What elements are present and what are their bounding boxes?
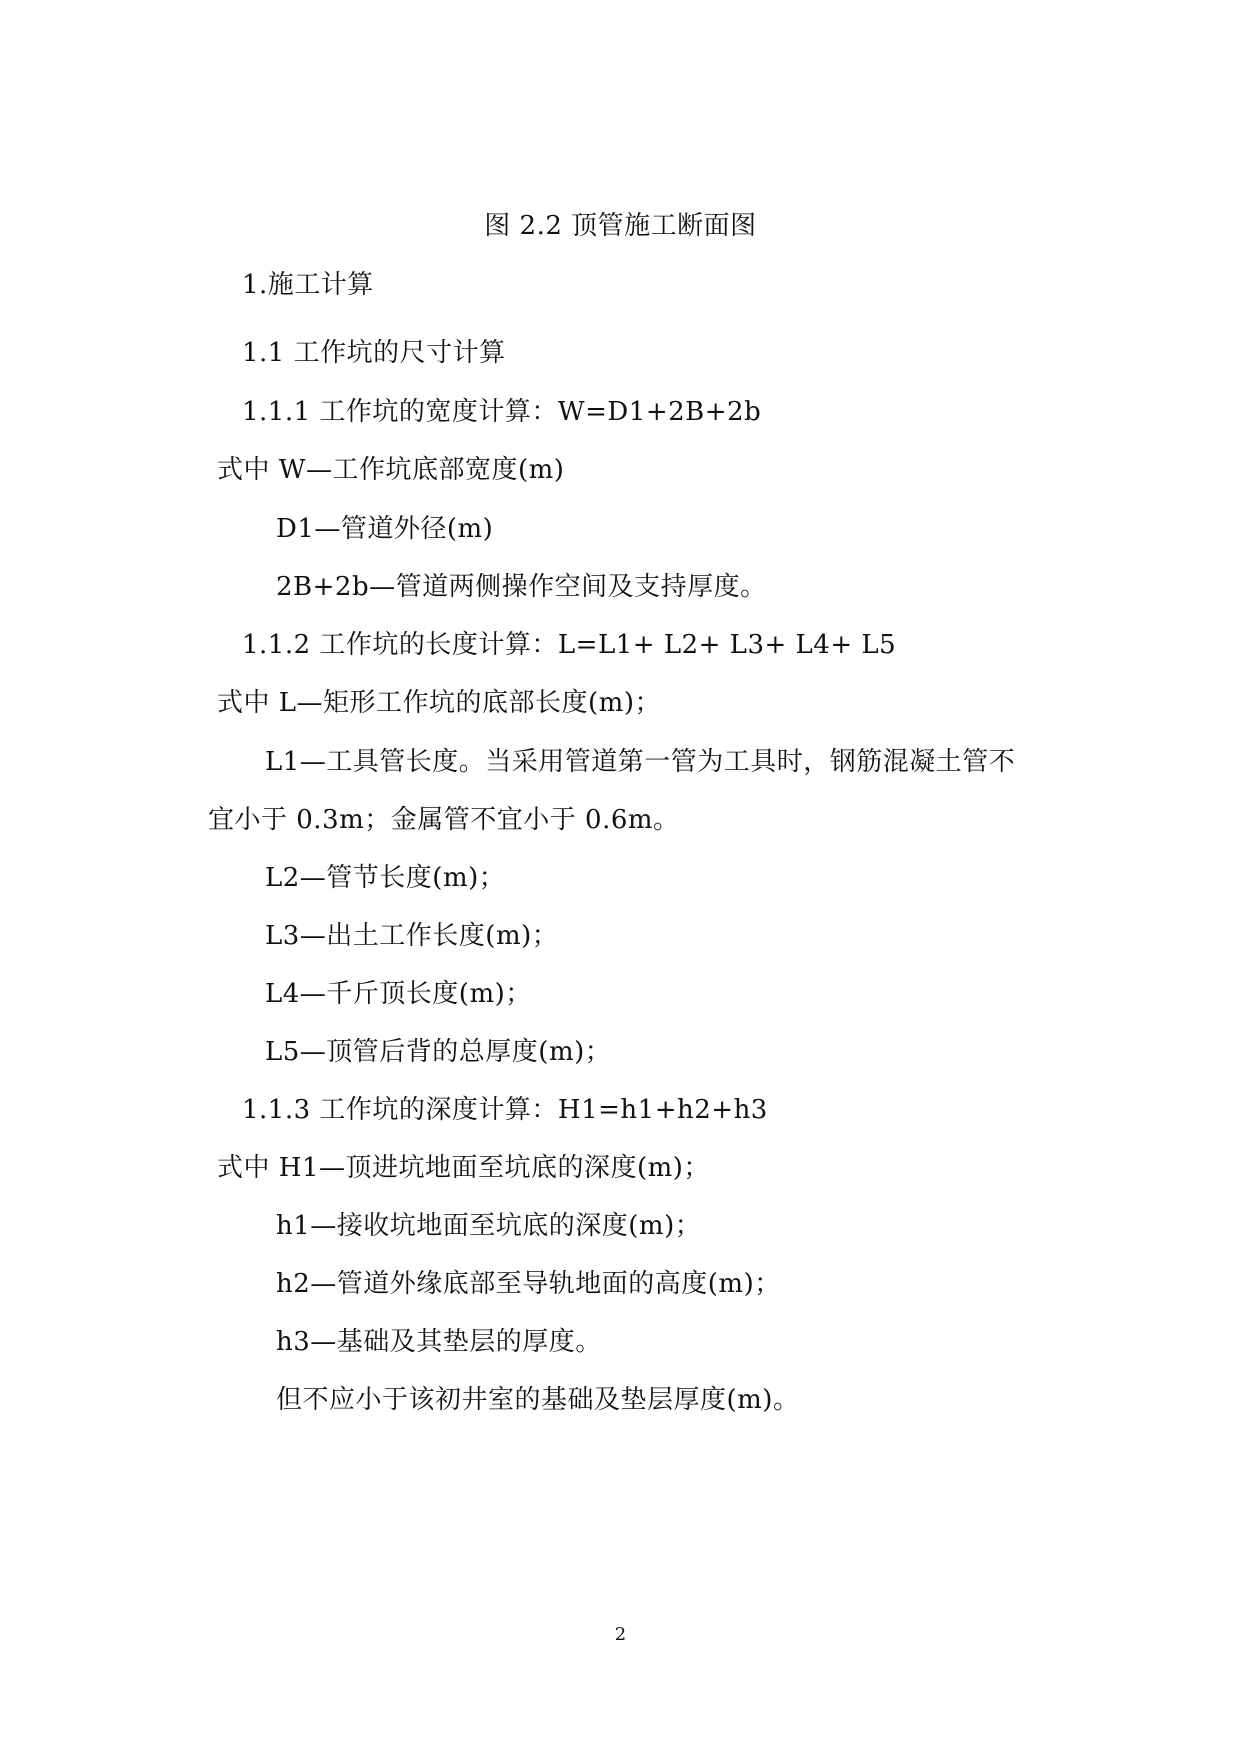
length-definition-l1-continued: 宜小于 0.3m；金属管不宜小于 0.6m。: [208, 805, 680, 835]
depth-definition-h1-receiving: h1—接收坑地面至坑底的深度(m)；: [276, 1211, 702, 1241]
width-formula-heading: 1.1.1 工作坑的宽度计算：W=D1+2B+2b: [242, 397, 762, 427]
depth-formula-heading: 1.1.3 工作坑的深度计算：H1=h1+h2+h3: [242, 1095, 768, 1125]
figure-caption: 图 2.2 顶管施工断面图: [484, 211, 757, 241]
width-definition-w: 式中 W—工作坑底部宽度(m): [217, 455, 565, 485]
subsection-heading: 1.1 工作坑的尺寸计算: [242, 338, 506, 368]
depth-definition-h3: h3—基础及其垫层的厚度。: [276, 1327, 602, 1357]
width-definition-2b: 2B+2b—管道两侧操作空间及支持厚度。: [276, 572, 767, 602]
length-definition-l5: L5—顶管后背的总厚度(m)；: [265, 1037, 612, 1067]
length-definition-l1: L1—工具管长度。当采用管道第一管为工具时，钢筋混凝土管不: [265, 747, 1016, 777]
length-definition-l4: L4—千斤顶长度(m)；: [265, 979, 532, 1009]
length-definition-l3: L3—出土工作长度(m)；: [265, 921, 559, 951]
depth-definition-h1: 式中 H1—顶进坑地面至坑底的深度(m)；: [217, 1153, 710, 1183]
length-definition-l: 式中 L—矩形工作坑的底部长度(m)；: [217, 688, 661, 718]
length-definition-l2: L2—管节长度(m)；: [265, 863, 506, 893]
width-definition-d1: D1—管道外径(m): [276, 514, 494, 544]
depth-note: 但不应小于该初井室的基础及垫层厚度(m)。: [276, 1385, 800, 1415]
section-heading: 1.施工计算: [242, 270, 374, 300]
depth-definition-h2: h2—管道外缘底部至导轨地面的高度(m)；: [276, 1269, 781, 1299]
length-formula-heading: 1.1.2 工作坑的长度计算：L=L1+ L2+ L3+ L4+ L5: [242, 630, 897, 660]
page-number: 2: [614, 1624, 627, 1645]
